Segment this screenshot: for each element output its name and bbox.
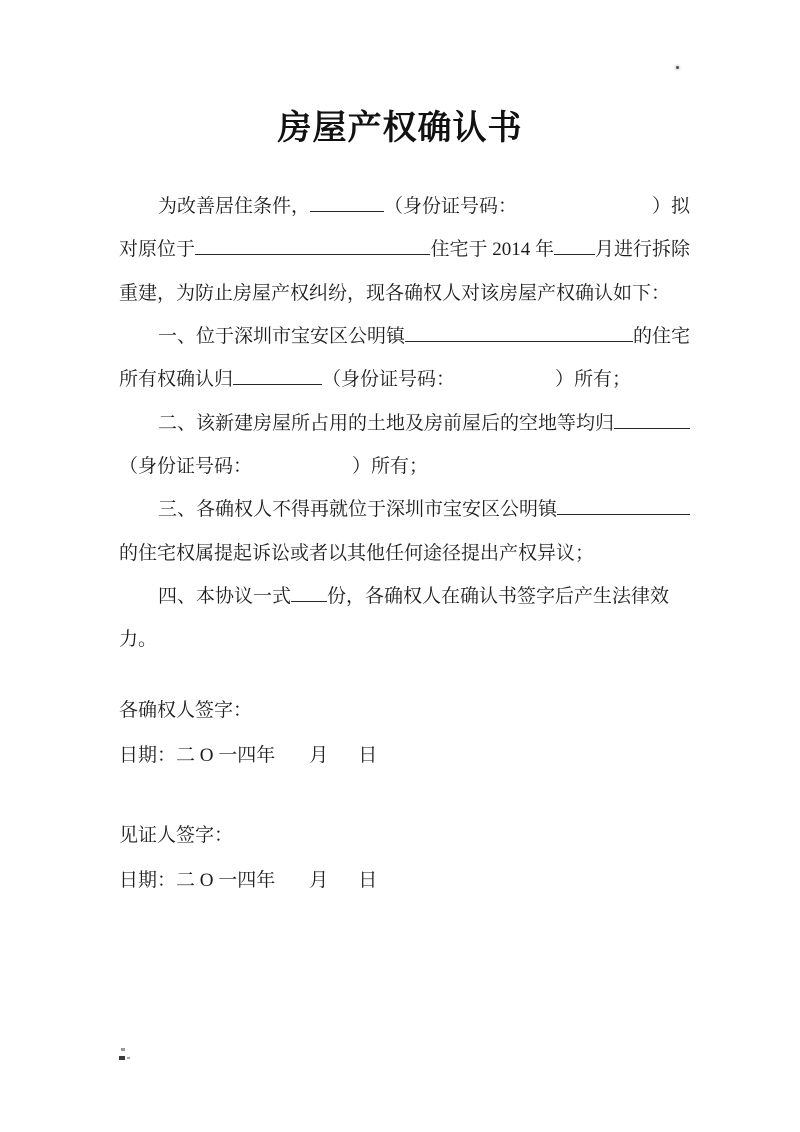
blank-underline-field	[291, 587, 327, 602]
blank-underline-field	[554, 240, 595, 255]
text-line	[119, 356, 690, 399]
text-run: 力。	[119, 629, 158, 651]
blank-underline-field	[310, 197, 384, 212]
blank-underline-field	[233, 370, 322, 385]
text-line	[119, 399, 690, 442]
text-line	[119, 811, 377, 856]
text-line	[119, 270, 690, 313]
text-run: 的住宅	[632, 326, 690, 348]
scan-artifact-speck	[676, 66, 679, 69]
gap-spacer	[328, 872, 358, 886]
gap-spacer	[455, 371, 555, 385]
document-body	[119, 183, 690, 659]
text-run: 份，各确权人在确认书签字后产生法律效	[327, 585, 670, 607]
text-run: 所有权确认归	[119, 369, 234, 391]
document-title: 房屋产权确认书	[277, 110, 523, 147]
text-line	[119, 616, 690, 659]
blank-underline-field	[405, 327, 633, 342]
text-line	[119, 731, 377, 776]
text-run: 二、该新建房屋所占用的土地及房前屋后的空地等均归	[158, 412, 615, 434]
scan-artifact-smudge	[119, 1056, 125, 1060]
text-run: 日期：二 O 一四年	[119, 870, 276, 891]
text-line	[119, 856, 377, 901]
gap-spacer	[275, 872, 309, 886]
signature-block-witness	[119, 811, 377, 901]
text-run: 月	[309, 870, 329, 891]
text-line	[119, 529, 690, 572]
scan-artifact-smudge	[127, 1057, 130, 1059]
text-run: 月进行拆除	[594, 239, 690, 261]
gap-spacer	[517, 198, 652, 212]
text-run: 各确权人签字：	[119, 700, 253, 721]
gap-spacer	[252, 457, 352, 471]
text-run: （身份证号码：	[119, 455, 253, 477]
text-run: ）所有；	[352, 455, 429, 477]
blank-underline-field	[195, 240, 430, 255]
text-run: 一、位于深圳市宝安区公明镇	[158, 326, 406, 348]
text-run: 月	[309, 745, 329, 766]
gap-spacer	[275, 747, 309, 761]
text-run: 四、本协议一式	[158, 585, 292, 607]
text-run: ）拟	[651, 196, 690, 218]
text-line	[119, 486, 690, 529]
text-run: 的住宅权属提起诉讼或者以其他任何途径提出产权异议；	[119, 542, 595, 564]
text-run: 重建，为防止房屋产权纠纷，现各确权人对该房屋产权确认如下：	[119, 282, 671, 304]
text-run: 见证人签字：	[119, 825, 234, 846]
text-line	[119, 183, 690, 226]
text-line	[119, 443, 690, 486]
scan-artifact-smudge	[121, 1048, 125, 1051]
text-run: 为改善居住条件，	[158, 196, 311, 218]
text-line	[119, 226, 690, 269]
signature-block-confirmers	[119, 686, 377, 776]
text-run: ）所有；	[555, 369, 632, 391]
blank-underline-field	[557, 500, 690, 515]
gap-spacer	[328, 747, 358, 761]
text-run: 住宅于 2014 年	[430, 239, 554, 261]
text-run: 三、各确权人不得再就位于深圳市宝安区公明镇	[158, 499, 558, 521]
text-line	[119, 313, 690, 356]
text-run: （身份证号码：	[322, 369, 456, 391]
text-run: 日	[358, 870, 378, 891]
text-run: 对原位于	[119, 239, 196, 261]
text-run: （身份证号码：	[384, 196, 518, 218]
text-run: 日	[358, 745, 378, 766]
blank-underline-field	[614, 414, 690, 429]
text-line	[119, 573, 690, 616]
text-run: 日期：二 O 一四年	[119, 745, 276, 766]
text-line	[119, 686, 377, 731]
